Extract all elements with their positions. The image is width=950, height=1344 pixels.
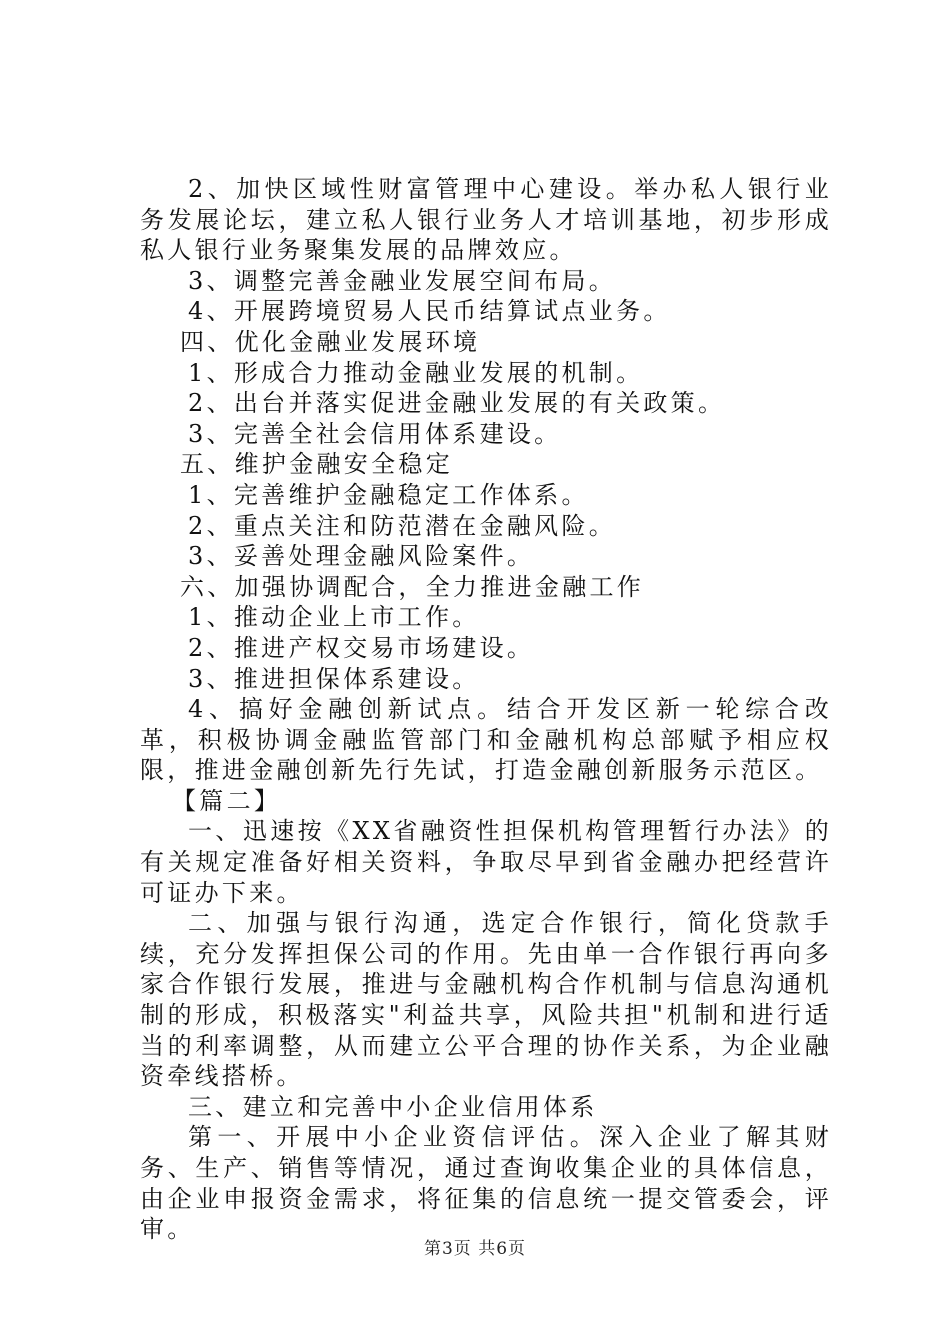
list-item: 4、开展跨境贸易人民币结算试点业务。 [188,297,671,326]
paragraph: 第一、开展中小企业资信评估。深入企业了解其财务、生产、销售等情况，通过查询收集企业的具体信息，由企业申报资金需求，将征集的信息统一提交管委会，评审。 [140,1123,832,1244]
list-item: 3、完善全社会信用体系建设。 [188,419,562,448]
list-item: 1、完善维护金融稳定工作体系。 [188,480,589,509]
paragraph: 二、加强与银行沟通，选定合作银行，简化贷款手续，充分发挥担保公司的作用。先由单一合作银行再向多家合作银行发展，推进与金融机构合作机制与信息沟通机制的形成，积极落实"利益共享，风险共担"机制和进行适当的利率调整，从而建立公平合理的协作关系，为企业融资牵线搭桥。 [140,909,832,1091]
list-item: 1、形成合力推动金融业发展的机制。 [188,358,644,387]
list-item: 3、推进担保体系建设。 [188,664,480,693]
paragraph: 4、搞好金融创新试点。结合开发区新一轮综合改革，积极协调金融监管部门和金融机构总部赋予相应权限，推进金融创新先行先试，打造金融创新服务示范区。 [140,695,832,785]
page-number: 第3页 共6页 [423,1239,527,1259]
paragraph: 三、建立和完善中小企业信用体系 [188,1092,598,1121]
list-item: 3、妥善处理金融风险案件。 [188,542,535,571]
list-item: 2、重点关注和防范潜在金融风险。 [188,511,617,540]
section-heading: 四、优化金融业发展环境 [180,327,481,356]
list-item: 3、调整完善金融业发展空间布局。 [188,266,617,295]
list-item: 2、出台并落实促进金融业发展的有关政策。 [188,389,726,418]
section-heading: 五、维护金融安全稳定 [180,450,453,479]
section-marker: 【篇二】 [172,786,282,815]
section-heading: 六、加强协调配合，全力推进金融工作 [180,572,645,601]
list-item: 1、推动企业上市工作。 [188,603,480,632]
paragraph: 2、加快区域性财富管理中心建设。举办私人银行业务发展论坛，建立私人银行业务人才培训基地，初步形成私人银行业务聚集发展的品牌效应。 [140,175,832,265]
list-item: 2、推进产权交易市场建设。 [188,633,535,662]
document-body [140,174,832,1245]
paragraph: 一、迅速按《XX省融资性担保机构管理暂行办法》的有关规定准备好相关资料，争取尽早到省金融办把经营许可证办下来。 [140,817,832,907]
